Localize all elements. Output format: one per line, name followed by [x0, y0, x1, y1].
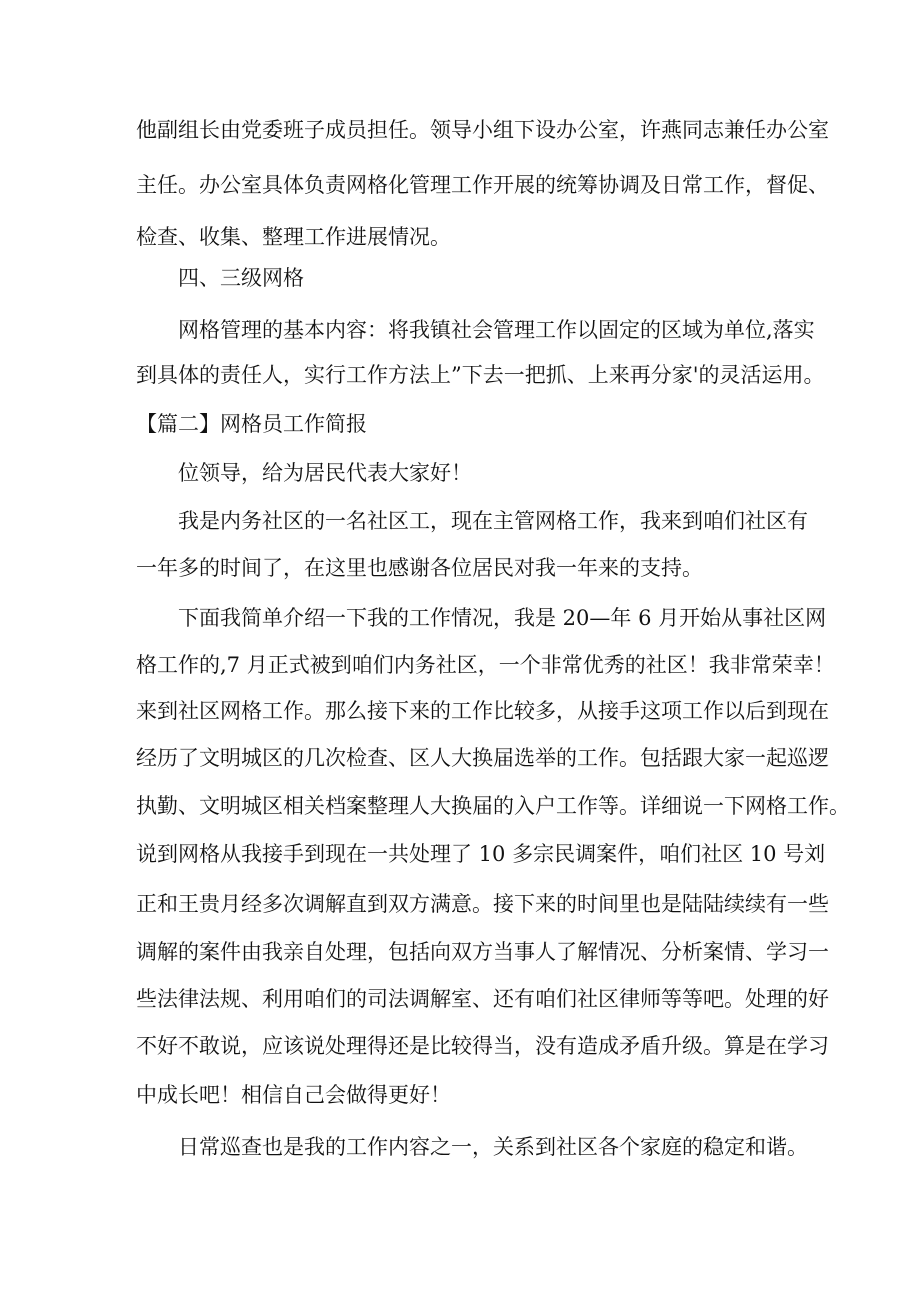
- text-line: 检查、收集、整理工作进展情况。: [136, 225, 451, 249]
- text-line: 不好不敢说，应该说处理得还是比较得当，没有造成矛盾升级。算是在学习: [136, 1034, 829, 1058]
- text-line: 位领导，给为居民代表大家好！: [178, 461, 472, 485]
- text-line: 一年多的时间了，在这里也感谢各位居民对我一年来的支持。: [136, 556, 703, 580]
- text-line: 执勤、文明城区相关档案整理人大换届的入户工作等。详细说一下网格工作。: [136, 794, 850, 818]
- text-line: 正和王贵月经多次调解直到双方满意。接下来的时间里也是陆陆续续有一些: [136, 892, 829, 916]
- text-line: 网格管理的基本内容：将我镇社会管理工作以固定的区域为单位,落实: [178, 318, 815, 342]
- text-line: 调解的案件由我亲自处理，包括向双方当事人了解情况、分析案情、学习一: [136, 940, 829, 964]
- text-line: 主任。办公室具体负责网格化管理工作开展的统筹协调及日常工作，督促、: [136, 173, 829, 197]
- article-title: 【篇二】网格员工作简报: [136, 412, 367, 436]
- text-line: 中成长吧！相信自己会做得更好！: [136, 1083, 451, 1107]
- text-line: 些法律法规、利用咱们的司法调解室、还有咱们社区律师等等吧。处理的好: [136, 987, 829, 1011]
- text-line: 来到社区网格工作。那么接下来的工作比较多，从接手这项工作以后到现在: [136, 699, 829, 723]
- text-line: 经历了文明城区的几次检查、区人大换届选举的工作。包括跟大家一起巡逻: [136, 746, 829, 770]
- section-heading: 四、三级网格: [178, 266, 304, 290]
- text-line: 下面我简单介绍一下我的工作情况，我是 20—年 6 月开始从事社区网: [178, 606, 827, 630]
- text-line: 到具体的责任人，实行工作方法上”下去一把抓、上来再分家'的灵活运用。: [136, 363, 825, 387]
- text-line: 格工作的,7 月正式被到咱们内务社区，一个非常优秀的社区！我非常荣幸！: [136, 653, 835, 677]
- text-line: 日常巡查也是我的工作内容之一，关系到社区各个家庭的稳定和谐。: [178, 1135, 808, 1159]
- text-line: 说到网格从我接手到现在一共处理了 10 多宗民调案件，咱们社区 10 号刘: [136, 842, 826, 866]
- text-line: 我是内务社区的一名社区工，现在主管网格工作，我来到咱们社区有: [178, 509, 808, 533]
- text-line: 他副组长由党委班子成员担任。领导小组下设办公室，许燕同志兼任办公室: [136, 118, 829, 142]
